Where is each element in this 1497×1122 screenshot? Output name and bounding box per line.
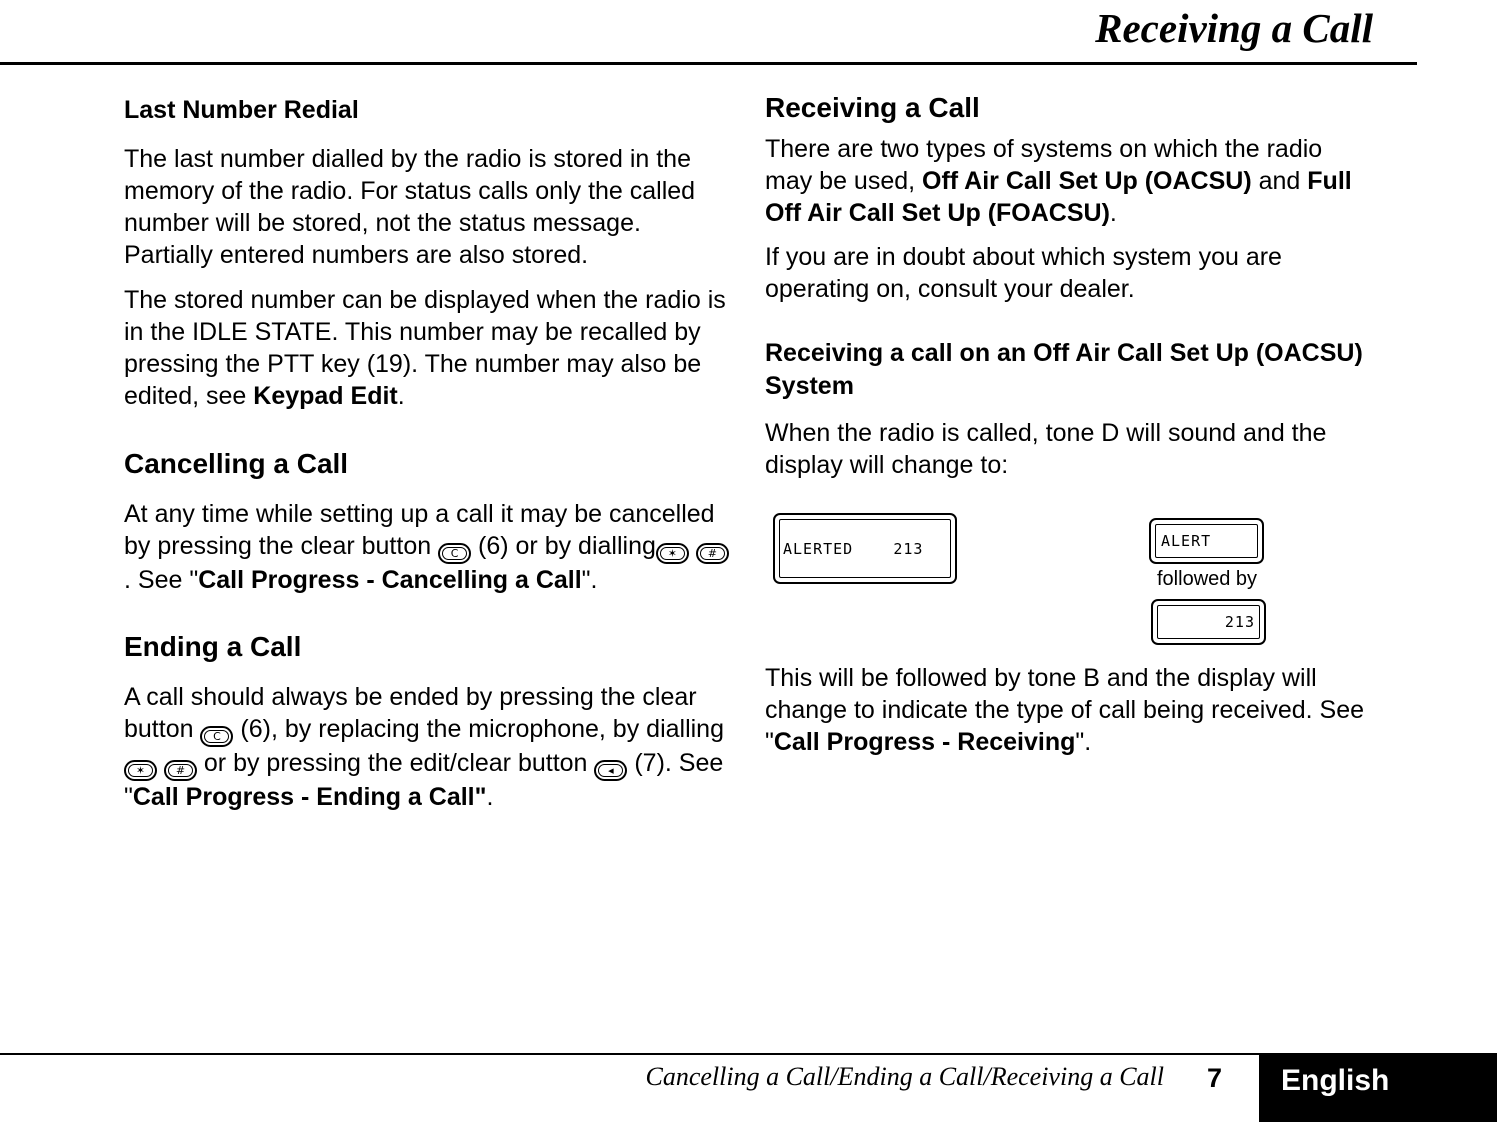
hash-key-icon: # [164, 760, 197, 781]
left-column [124, 90, 730, 813]
language-label: English [1281, 1064, 1390, 1097]
alert-paragraph: When the radio is called, tone D will sound and the display will change to: [765, 419, 1327, 479]
oacsu-term: Off Air Call Set Up (OACSU) [922, 167, 1252, 195]
oacsu-subheading: Receiving a call on an Off Air Call Set Up (OACSU) System [765, 339, 1363, 400]
redial-paragraph-2: The stored number can be displayed when the radio is in the IDLE STATE. This number may be recalled by pressing the PTT key (19). The number may also be edited, see Keypad Edit. [124, 286, 726, 410]
display-examples [765, 481, 1365, 648]
page-header-title: Receiving a Call [1095, 5, 1373, 51]
ending-a-call-heading: Ending a Call [124, 631, 302, 662]
footer-section-title: Cancelling a Call/Ending a Call/Receiving a Call [645, 1062, 1164, 1091]
display-number-text: 213 [1224, 613, 1255, 631]
receiving-ref: Call Progress - Receiving [773, 728, 1076, 756]
hash-key-icon: # [696, 543, 729, 564]
display-alerted [773, 513, 957, 584]
language-tab [1259, 1054, 1497, 1122]
display-alert-text: ALERT [1161, 532, 1212, 550]
edit-clear-key-icon: ◂ [594, 760, 627, 781]
systems-paragraph: There are two types of systems on which the radio may be used, Off Air Call Set Up (OACSU) and Full Off Air Call Set Up (FOACSU). [765, 135, 1352, 227]
display-alert [1149, 518, 1264, 564]
clear-key-icon: C [438, 543, 471, 564]
cancelling-paragraph: At any time while setting up a call it may be cancelled by pressing the clear button C (6) or by dialling ✶ # . See "Call Progress - Cancelling a Call". [124, 498, 730, 596]
keypad-edit-ref: Keypad Edit [253, 382, 398, 410]
followed-by-label: followed by [1157, 568, 1258, 590]
display-alerted-text: ALERTED 213 [783, 539, 924, 558]
ending-ref: Call Progress - Ending a Call" [132, 783, 487, 811]
clear-key-icon: C [200, 726, 233, 747]
redial-paragraph-1: The last number dialled by the radio is stored in the memory of the radio. For status calls only the called number will be stored, not the status message. Partially entered numbers are also stored. [124, 145, 696, 269]
display-number [1151, 599, 1266, 645]
foacsu-term: Full Off Air Call Set Up (FOACSU) [765, 167, 1352, 227]
header-rule [0, 62, 1417, 65]
star-key-icon: ✶ [124, 760, 157, 781]
dealer-paragraph: If you are in doubt about which system you are operating on, consult your dealer. [765, 243, 1282, 303]
last-number-redial-heading: Last Number Redial [124, 96, 359, 124]
right-column [765, 90, 1365, 758]
ending-paragraph: A call should always be ended by pressing the clear button C (6), by replacing the microphone, by dialling ✶ # or by pressing the edit/clear button ◂ (7). See "Call Progress - Ending a Call". [124, 683, 724, 811]
cancelling-a-call-heading: Cancelling a Call [124, 448, 349, 479]
receiving-a-call-heading: Receiving a Call [765, 92, 980, 123]
page-number: 7 [1207, 1063, 1223, 1093]
cancelling-ref: Call Progress - Cancelling a Call [198, 566, 582, 594]
tone-b-paragraph: This will be followed by tone B and the display will change to indicate the type of call being received. See "Call Progress - Receiving". [765, 664, 1365, 756]
star-key-icon: ✶ [656, 543, 689, 564]
